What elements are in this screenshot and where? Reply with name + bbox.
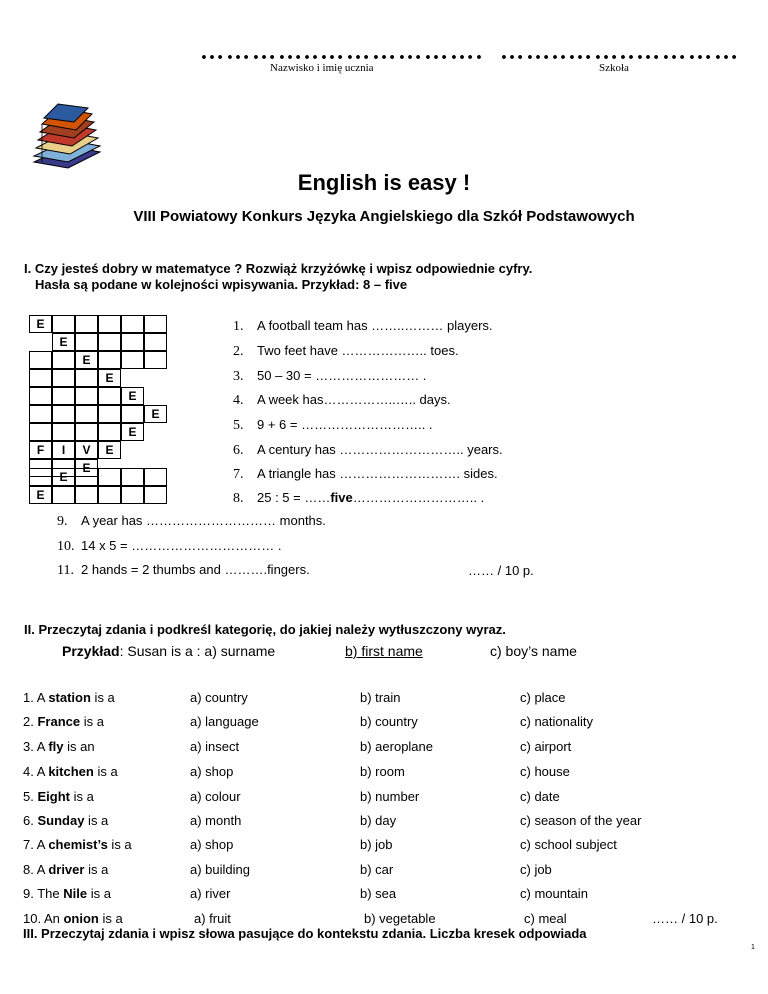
- option-c[interactable]: c) mountain: [520, 886, 588, 901]
- crossword-cell[interactable]: E: [52, 468, 75, 486]
- crossword-cell[interactable]: [52, 351, 75, 369]
- option-a[interactable]: a) building: [190, 862, 250, 877]
- crossword-cell[interactable]: V: [75, 441, 98, 459]
- clue-2: [233, 343, 459, 360]
- crossword-cell[interactable]: [144, 468, 167, 486]
- crossword-cell[interactable]: F: [29, 441, 52, 459]
- clue-text: A century has ……………………….. years.: [257, 442, 503, 457]
- option-c[interactable]: c) airport: [520, 739, 572, 754]
- clue-text: 50 – 30 = …………………… .: [257, 368, 427, 383]
- option-a[interactable]: a) language: [190, 714, 259, 729]
- option-c[interactable]: c) nationality: [520, 714, 593, 729]
- option-b[interactable]: b) sea: [360, 886, 397, 901]
- crossword-cell[interactable]: [75, 315, 98, 333]
- clue-number: 5.: [233, 418, 244, 433]
- option-b[interactable]: b) vegetable: [364, 911, 436, 926]
- crossword-cell[interactable]: [52, 315, 75, 333]
- section1-heading-line2: Hasła są podane w kolejności wpisywania. Przykład: 8 – five: [35, 277, 408, 292]
- item-sentence: 3. A fly is an: [23, 739, 95, 754]
- crossword-cell[interactable]: [75, 486, 98, 504]
- clue-number: 10.: [57, 539, 75, 554]
- crossword-cell[interactable]: [29, 468, 52, 486]
- option-a[interactable]: a) insect: [190, 739, 240, 754]
- option-a[interactable]: a) shop: [190, 764, 234, 779]
- clue-text: A week has……………..….. days.: [257, 392, 451, 407]
- section1-heading-line1: I. Czy jesteś dobry w matematyce ? Rozwiąż krzyżówkę i wpisz odpowiednie cyfry.: [24, 261, 533, 276]
- crossword-cell[interactable]: [75, 423, 98, 441]
- crossword-cell[interactable]: E: [121, 387, 144, 405]
- crossword-cell[interactable]: [121, 351, 144, 369]
- item-sentence: 6. Sunday is a: [23, 813, 109, 828]
- option-b[interactable]: b) job: [360, 837, 393, 852]
- section2-heading: II. Przeczytaj zdania i podkreśl kategorię, do jakiej należy wytłuszczony wyraz.: [24, 622, 506, 637]
- clue-number: 1.: [233, 319, 244, 334]
- crossword-cell[interactable]: [52, 405, 75, 423]
- option-a[interactable]: a) month: [190, 813, 242, 828]
- clue-number: 3.: [233, 369, 244, 384]
- example-text: : Susan is a : a) surname: [119, 643, 276, 659]
- crossword-cell[interactable]: I: [52, 441, 75, 459]
- clue-text: A football team has ……..……… players.: [257, 318, 493, 333]
- crossword-cell[interactable]: [121, 486, 144, 504]
- crossword-cell[interactable]: [29, 405, 52, 423]
- item-sentence: 4. A kitchen is a: [23, 764, 118, 779]
- crossword-cell[interactable]: [75, 369, 98, 387]
- school-label: Szkoła: [599, 62, 629, 74]
- crossword-cell[interactable]: [144, 315, 167, 333]
- clue-number: 2.: [233, 344, 244, 359]
- crossword-cell[interactable]: [52, 369, 75, 387]
- item-sentence: 1. A station is a: [23, 690, 115, 705]
- crossword-cell[interactable]: E: [29, 486, 52, 504]
- crossword-cell[interactable]: [144, 333, 167, 351]
- crossword-cell[interactable]: [52, 387, 75, 405]
- clue-text: 9 + 6 = ……………………….. .: [257, 417, 433, 432]
- crossword-cell[interactable]: [52, 423, 75, 441]
- option-c[interactable]: c) house: [520, 764, 570, 779]
- crossword-cell[interactable]: [29, 423, 52, 441]
- clue-text: 14 x 5 = …………………………… .: [81, 538, 282, 553]
- clue-7: [233, 466, 498, 483]
- clue-3: [233, 368, 426, 385]
- clue-text: A year has ………………………… months.: [81, 513, 326, 528]
- crossword-cell[interactable]: [98, 423, 121, 441]
- item-sentence: 7. A chemist’s is a: [23, 837, 132, 852]
- crossword-cell[interactable]: E: [121, 423, 144, 441]
- crossword-cell[interactable]: [98, 351, 121, 369]
- clue-9: [57, 513, 326, 530]
- crossword-cell[interactable]: [121, 468, 144, 486]
- option-a[interactable]: a) colour: [190, 789, 241, 804]
- item-sentence: 2. France is a: [23, 714, 104, 729]
- option-b[interactable]: b) number: [360, 789, 420, 804]
- clue-text: A triangle has ………………………. sides.: [257, 466, 498, 481]
- option-b[interactable]: b) aeroplane: [360, 739, 433, 754]
- crossword-cell[interactable]: E: [29, 315, 52, 333]
- clue-5: [233, 417, 433, 434]
- item-sentence: 8. A driver is a: [23, 862, 109, 877]
- crossword-cell[interactable]: [121, 405, 144, 423]
- crossword-cell[interactable]: [98, 315, 121, 333]
- crossword-cell[interactable]: [98, 405, 121, 423]
- crossword-cell[interactable]: [75, 468, 98, 486]
- option-b[interactable]: b) day: [360, 813, 397, 828]
- section2-example: [62, 643, 275, 659]
- clue-number: 6.: [233, 443, 244, 458]
- page-title: English is easy !: [297, 170, 471, 195]
- option-c[interactable]: c) date: [520, 789, 560, 804]
- crossword-cell[interactable]: [98, 486, 121, 504]
- section1-score: …… / 10 p.: [468, 563, 534, 578]
- crossword-cell[interactable]: E: [144, 405, 167, 423]
- crossword-cell[interactable]: [121, 333, 144, 351]
- crossword-cell[interactable]: [98, 333, 121, 351]
- school-dotted-line: ……..……..…………: [500, 39, 740, 65]
- example-option-c: c) boy’s name: [490, 643, 577, 659]
- option-a[interactable]: a) country: [190, 690, 248, 705]
- section3-heading: III. Przeczytaj zdania i wpisz słowa pasujące do kontekstu zdania. Liczba kresek odpowiada: [23, 926, 587, 941]
- clue-6: [233, 442, 503, 459]
- crossword-cell[interactable]: [98, 468, 121, 486]
- option-b[interactable]: b) country: [360, 714, 418, 729]
- clue-4: [233, 392, 451, 409]
- option-c[interactable]: c) season of the year: [520, 813, 642, 828]
- clue-8: [233, 490, 484, 507]
- crossword-cell[interactable]: E: [75, 351, 98, 369]
- clue-text-before: 25 : 5 = ……: [257, 490, 331, 505]
- option-b[interactable]: b) room: [360, 764, 405, 779]
- crossword-cell[interactable]: [75, 333, 98, 351]
- books-clipart: [28, 100, 110, 172]
- option-c[interactable]: c) place: [520, 690, 566, 705]
- clue-number: 8.: [233, 491, 244, 506]
- clue-1: [233, 318, 493, 335]
- page-number: 1: [751, 944, 755, 951]
- crossword-cell[interactable]: E: [52, 333, 75, 351]
- crossword-cell[interactable]: E: [98, 369, 121, 387]
- crossword-cell[interactable]: [29, 351, 52, 369]
- option-a[interactable]: a) shop: [190, 837, 234, 852]
- crossword-cell[interactable]: [144, 486, 167, 504]
- clue-text: Two feet have ……………….. toes.: [257, 343, 459, 358]
- option-c[interactable]: c) school subject: [520, 837, 617, 852]
- crossword-cell[interactable]: [144, 351, 167, 369]
- option-a[interactable]: a) fruit: [194, 911, 231, 926]
- crossword-cell[interactable]: [75, 405, 98, 423]
- crossword-cell[interactable]: E: [75, 459, 98, 477]
- crossword-cell[interactable]: [29, 387, 52, 405]
- clue-number: 7.: [233, 467, 244, 482]
- clue-text-after: ……………………….. .: [352, 490, 485, 505]
- clue-number: 11.: [57, 563, 74, 578]
- item-sentence: 5. Eight is a: [23, 789, 94, 804]
- item-sentence: 10. An onion is a: [23, 911, 123, 926]
- crossword-cell[interactable]: [29, 369, 52, 387]
- crossword-cell[interactable]: E: [98, 441, 121, 459]
- clue-text: 2 hands = 2 thumbs and ……….fingers.: [81, 562, 310, 577]
- option-c[interactable]: c) job: [520, 862, 552, 877]
- example-label: Przykład: [62, 643, 120, 659]
- option-c[interactable]: c) meal: [524, 911, 567, 926]
- option-b[interactable]: b) car: [360, 862, 394, 877]
- name-dotted-line: …………..……………….: [200, 39, 484, 65]
- example-answer-b: b) first name: [345, 643, 423, 659]
- clue-11: [57, 562, 310, 579]
- clue-number: 4.: [233, 393, 244, 408]
- page-subtitle: VIII Powiatowy Konkurs Języka Angielskiego dla Szkół Podstawowych: [133, 208, 635, 225]
- crossword-cell[interactable]: [52, 486, 75, 504]
- crossword-cell[interactable]: [121, 315, 144, 333]
- clue-example-answer: five: [330, 490, 353, 505]
- option-a[interactable]: a) river: [190, 886, 231, 901]
- section2-score: …… / 10 p.: [652, 911, 718, 926]
- item-sentence: 9. The Nile is a: [23, 886, 111, 901]
- crossword-cell[interactable]: [75, 387, 98, 405]
- clue-number: 9.: [57, 514, 68, 529]
- clue-10: [57, 538, 281, 555]
- crossword-cell[interactable]: [98, 387, 121, 405]
- student-name-label: Nazwisko i imię ucznia: [270, 62, 374, 74]
- option-b[interactable]: b) train: [360, 690, 401, 705]
